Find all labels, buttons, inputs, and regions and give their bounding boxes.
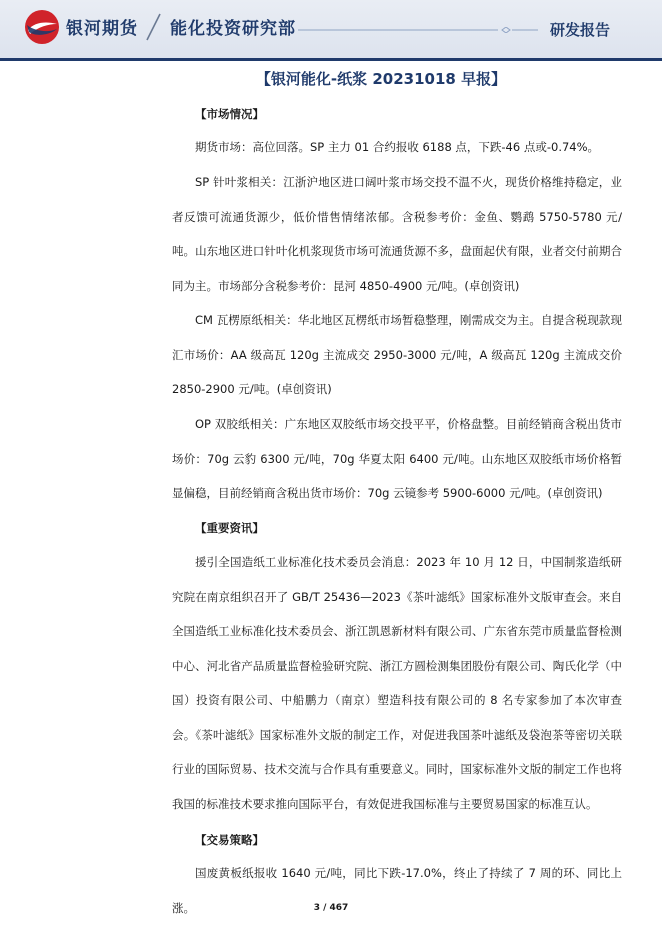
divider-slash [142,11,164,43]
paragraph-news: 援引全国造纸工业标准化技术委员会消息：2023 年 10 月 12 日，中国制浆造纸研究院在南京组织召开了 GB/T 25436—2023《茶叶滤纸》国家标准外文版审查会。来自全国造纸工业标准化技术委员会、浙江凯恩新材料有限公司、广东省东莞市质量监督检测中心、河北省产品质量监督检验研究院、浙江方圆检测集团股份有限公司、陶氏化学（中国）投资有限公司、中船鹏力（南京）塑造科技有限公司的 8 名专家参加了本次审查会。《茶叶滤纸》国家标准外文版的制定工作，对促进我国茶叶滤纸及袋泡茶等密切关联行业的国际贸易、技术交流与合作具有重要意义。同时，国家标准外文版的制定工作也将我国的标准技术要求推向国际平台，有效促进我国标准与主要贸易国家的标准互认。 [172,555,622,811]
decorative-line [298,27,538,33]
section-heading-news: 【重要资讯】 [195,521,264,535]
galaxy-logo-icon [24,9,60,45]
header-divider [0,58,662,61]
section-heading-strategy: 【交易策略】 [195,833,264,847]
report-title: 【银河能化-纸浆 20231018 早报】 [255,70,507,88]
paragraph-sp: SP 针叶浆相关：江浙沪地区进口阔叶浆市场交投不温不火，现货价格维持稳定，业者反馈可流通货源少，低价惜售情绪浓郁。含税参考价：金鱼、鹦鹉 5750-5780 元/吨。山东地区进口针叶化机浆现货市场可流通货源不多，盘面起伏有限，业者交付前期合同为主。市场部分含税参考价：昆河 4850-4900 元/吨。(卓创资讯) [172,175,622,293]
page-number: 3 / 467 [313,903,349,913]
department-name: 能化投资研究部 [170,19,296,39]
report-type-label: 研发报告 [550,21,611,39]
paragraph-strategy: 国废黄板纸报收 1640 元/吨，同比下跌-17.0%，终止了持续了 7 周的环、同比上涨。 [172,866,622,915]
page-header [0,0,662,58]
section-heading-market: 【市场情况】 [195,107,264,121]
paragraph-cm: CM 瓦楞原纸相关：华北地区瓦楞纸市场暂稳整理，刚需成交为主。自提含税现款现汇市场价：AA 级高瓦 120g 主流成交 2950-3000 元/吨，A 级高瓦 120g 主流成交价 2850-2900 元/吨。(卓创资讯) [172,313,622,396]
company-name: 银河期货 [66,19,138,39]
paragraph-op: OP 双胶纸相关：广东地区双胶纸市场交投平平，价格盘整。目前经销商含税出货市场价：70g 云豹 6300 元/吨，70g 华夏太阳 6400 元/吨。山东地区双胶纸市场价格暂显偏稳，目前经销商含税出货市场价：70g 云镜参考 5900-6000 元/吨。(卓创资讯) [172,417,622,500]
paragraph-futures: 期货市场：高位回落。SP 主力 01 合约报收 6188 点，下跌-46 点或-0.74%。 [195,140,600,154]
